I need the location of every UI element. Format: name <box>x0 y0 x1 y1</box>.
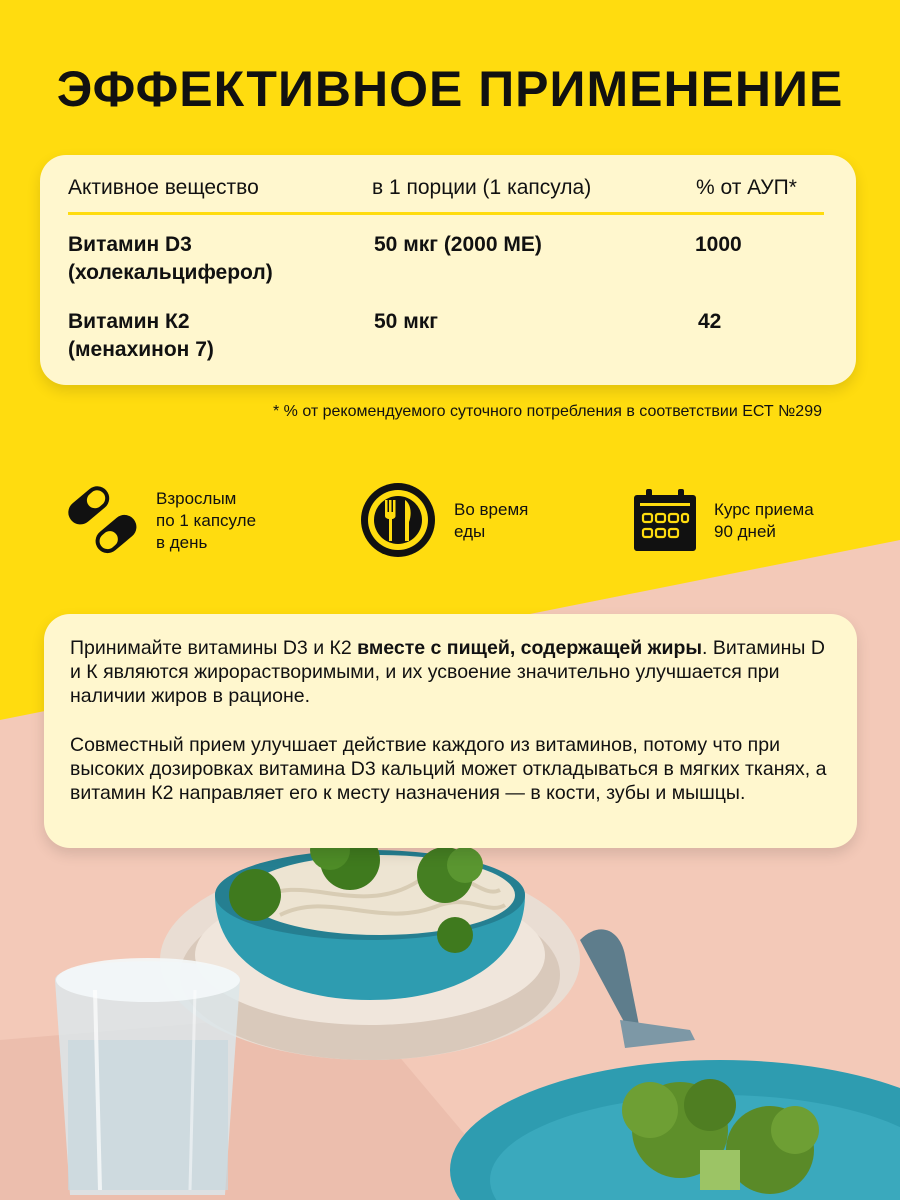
page-title: ЭФФЕКТИВНОЕ ПРИМЕНЕНИЕ <box>56 61 844 117</box>
feature-course <box>714 499 814 543</box>
substance-name: Витамин К2 <box>68 310 190 333</box>
info-highlight: вместе с пищей, содержащей жиры <box>357 637 703 659</box>
calendar-icon <box>632 487 698 553</box>
feature-text-line: в день <box>156 533 208 552</box>
substance-form: (менахинон 7) <box>68 338 214 361</box>
feature-text-line: еды <box>454 522 486 541</box>
substance-name: Витамин D3 <box>68 233 192 256</box>
feature-text-line: Во время <box>454 500 529 519</box>
feature-timing <box>454 499 528 543</box>
composition-table <box>40 155 856 385</box>
substance-percent: 42 <box>698 310 722 333</box>
info-text: Принимайте витамины D3 и К2 <box>70 637 358 659</box>
cutlery-icon <box>358 480 438 560</box>
column-header-substance: Активное вещество <box>68 176 259 199</box>
column-header-amount: в 1 порции (1 капсула) <box>372 176 592 199</box>
feature-text-line: Курс приема <box>714 500 814 519</box>
info-paragraph-2: Совместный прием улучшает действие каждого из витаминов, потому что при высоких дозировках витамина D3 кальций может откладываться в мягких тканях, а витамин К2 направляет его к месту назначения — в кости, зубы и мышцы. <box>70 734 827 804</box>
feature-text-line: Взрослым <box>156 489 237 508</box>
footnote: * % от рекомендуемого суточного потребления в соответствии ЕСТ №299 <box>272 403 822 420</box>
substance-form: (холекальциферол) <box>68 261 273 284</box>
substance-percent: 1000 <box>695 233 742 256</box>
info-card <box>44 614 857 848</box>
water-glass <box>55 958 240 1195</box>
column-header-percent: % от АУП* <box>696 176 797 199</box>
capsule-icon <box>62 480 142 560</box>
substance-amount: 50 мкг <box>374 310 438 333</box>
info-paragraph-1 <box>70 636 840 708</box>
feature-text-line: по 1 капсуле <box>156 511 257 530</box>
feature-text-line: 90 дней <box>714 522 776 541</box>
info-text: . Витамины D и К являются жирорастворимыми, и их усвоение значительно улучшается при наличии жиров в рационе. <box>70 637 825 707</box>
header-divider <box>68 212 824 215</box>
substance-amount: 50 мкг (2000 МЕ) <box>374 233 542 256</box>
feature-dosage <box>156 488 256 554</box>
